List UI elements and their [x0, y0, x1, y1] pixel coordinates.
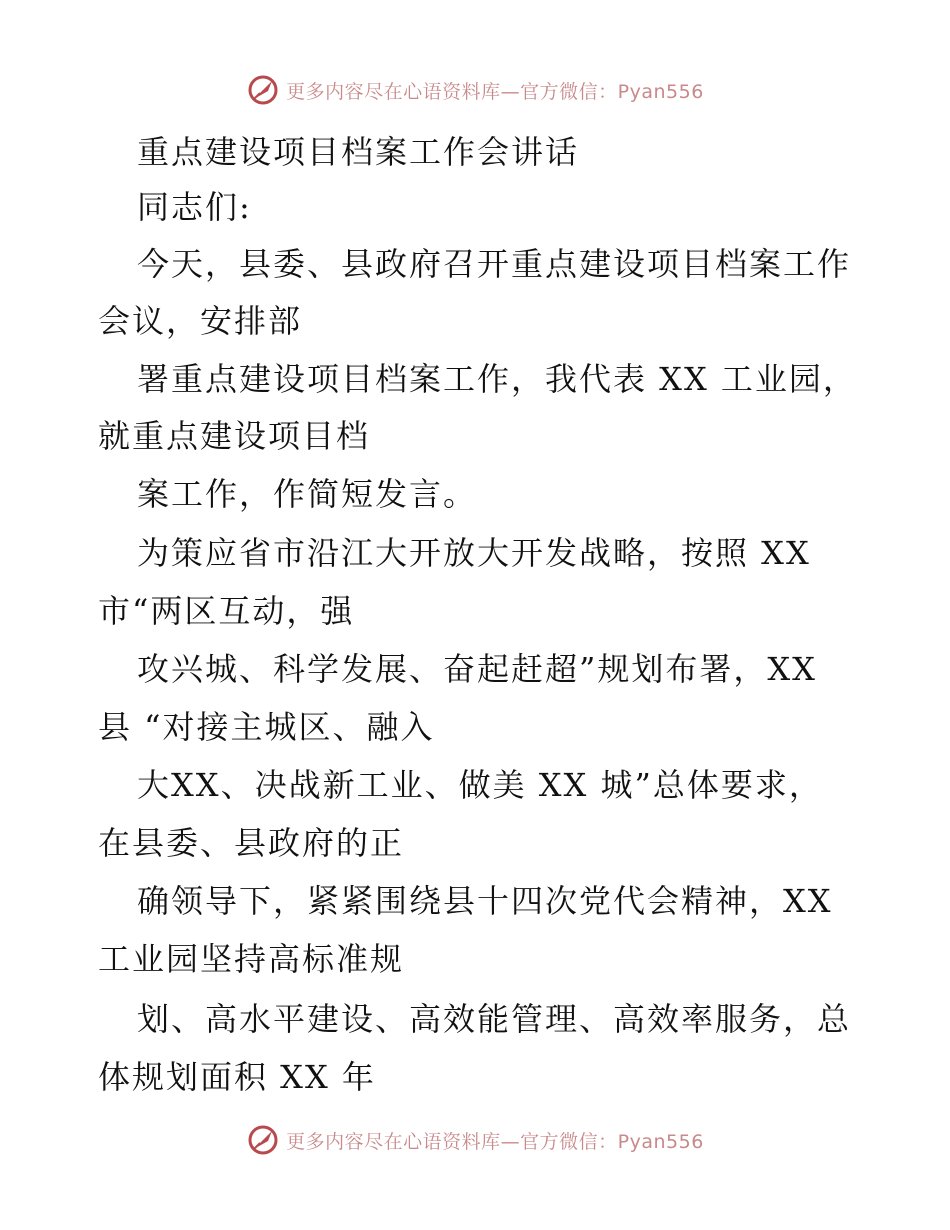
document-title: 重点建设项目档案工作会讲话 [137, 133, 580, 171]
paragraph-line: 案工作，作简短发言。 [137, 475, 478, 513]
banner-text: 更多内容尽在心语资料库—官方微信：Pyan556 [286, 80, 704, 103]
feather-pen-logo-icon [246, 1123, 280, 1157]
paragraph-line: 县 “对接主城区、融入 [98, 708, 435, 746]
paragraph-line: 划、高水平建设、高效能管理、高效率服务，总 [137, 1000, 852, 1038]
paragraph-line: 会议，安排部 [98, 302, 303, 340]
paragraph-line: 署重点建设项目档案工作，我代表 XX 工业园， [137, 360, 857, 398]
paragraph-line: 大XX、决战新工业、做美 XX 城”总体要求， [137, 766, 823, 804]
banner-text: 更多内容尽在心语资料库—官方微信：Pyan556 [286, 1130, 704, 1153]
paragraph-line: 工业园坚持高标准规 [98, 940, 405, 978]
paragraph-line: 为策应省市沿江大开放大开发战略，按照 XX [137, 534, 811, 572]
header-banner [0, 72, 950, 108]
paragraph-line: 今天，县委、县政府召开重点建设项目档案工作 [137, 245, 852, 283]
footer-banner [0, 1122, 950, 1158]
paragraph-line: 确领导下，紧紧围绕县十四次党代会精神，XX [137, 882, 833, 920]
paragraph-line: 攻兴城、科学发展、奋起赶超”规划布署，XX [137, 650, 817, 688]
feather-pen-logo-icon [246, 73, 280, 107]
paragraph-line: 在县委、县政府的正 [98, 824, 405, 862]
paragraph-line: 就重点建设项目档 [98, 417, 371, 455]
paragraph-line: 市“两区互动，强 [98, 592, 355, 630]
paragraph-line: 同志们: [137, 188, 252, 226]
paragraph-line: 体规划面积 XX 年 [98, 1058, 376, 1096]
